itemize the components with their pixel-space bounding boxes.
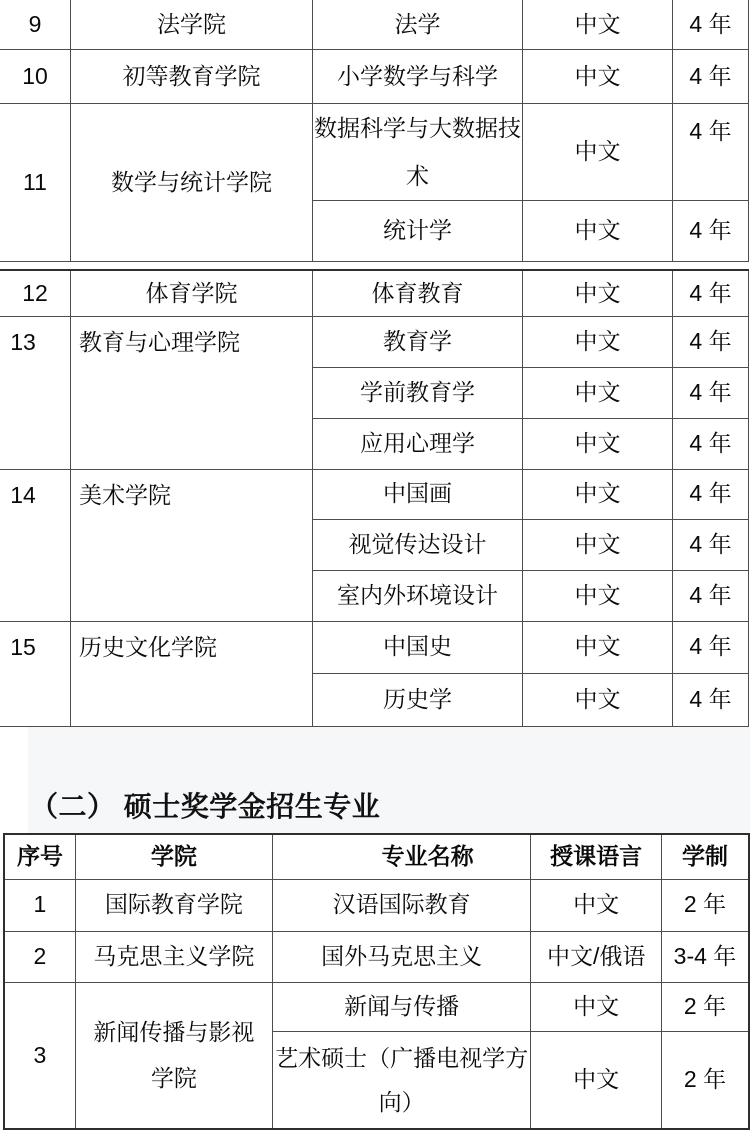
duration-cell: 4 年	[673, 201, 749, 262]
language-cell: 中文	[523, 50, 673, 104]
major-cell: 教育学	[313, 316, 523, 367]
language-cell: 中文	[523, 0, 673, 50]
master-majors-table	[3, 833, 750, 1130]
bachelor-majors-table-lower	[0, 269, 749, 727]
duration-cell: 4 年	[673, 621, 749, 673]
college-cell: 国际教育学院	[75, 879, 272, 931]
table-row	[4, 982, 749, 1031]
major-cell: 新闻与传播	[272, 982, 530, 1031]
duration-cell: 3-4 年	[661, 931, 749, 982]
row-number-cell: 3	[4, 982, 75, 1129]
major-cell: 小学数学与科学	[313, 50, 523, 104]
duration-cell: 4 年	[673, 418, 749, 469]
major-cell: 数据科学与大数据技术	[313, 104, 523, 201]
language-cell: 中文	[523, 367, 673, 418]
major-cell: 汉语国际教育	[272, 879, 530, 931]
table-row	[0, 0, 749, 50]
major-cell: 室内外环境设计	[313, 570, 523, 621]
major-cell: 视觉传达设计	[313, 519, 523, 570]
duration-cell: 4 年	[673, 673, 749, 726]
table-row	[4, 931, 749, 982]
major-cell: 统计学	[313, 201, 523, 262]
row-number-cell: 11	[0, 104, 71, 262]
college-cell: 美术学院	[71, 469, 313, 621]
language-cell: 中文	[523, 316, 673, 367]
college-cell: 新闻传播与影视学院	[75, 982, 272, 1129]
language-cell: 中文	[523, 519, 673, 570]
duration-cell: 2 年	[661, 879, 749, 931]
table-row	[0, 50, 749, 104]
duration-cell: 4 年	[673, 50, 749, 104]
row-number-cell: 2	[4, 931, 75, 982]
row-number-cell: 15	[0, 621, 71, 726]
college-cell: 体育学院	[71, 270, 313, 316]
language-cell: 中文	[531, 1031, 662, 1129]
row-number-cell: 10	[0, 50, 71, 104]
language-cell: 中文	[531, 879, 662, 931]
duration-cell: 4 年	[673, 367, 749, 418]
header-no: 序号	[4, 834, 75, 879]
college-cell: 教育与心理学院	[71, 316, 313, 469]
college-cell: 法学院	[71, 0, 313, 50]
row-number-cell: 1	[4, 879, 75, 931]
section-heading: （二） 硕士奖学金招生专业	[30, 791, 381, 822]
major-cell: 中国史	[313, 621, 523, 673]
duration-cell: 4 年	[673, 469, 749, 519]
language-cell: 中文	[523, 621, 673, 673]
major-cell: 历史学	[313, 673, 523, 726]
header-major: 专业名称	[272, 834, 530, 879]
table-row	[0, 469, 749, 519]
major-cell: 体育教育	[313, 270, 523, 316]
major-cell: 中国画	[313, 469, 523, 519]
duration-cell: 4 年	[673, 270, 749, 316]
language-cell: 中文	[531, 982, 662, 1031]
college-cell: 历史文化学院	[71, 621, 313, 726]
table-row	[0, 621, 749, 673]
header-language: 授课语言	[531, 834, 662, 879]
major-cell: 艺术硕士（广播电视学方向）	[272, 1031, 530, 1129]
major-cell: 法学	[313, 0, 523, 50]
college-cell: 马克思主义学院	[75, 931, 272, 982]
language-cell: 中文	[523, 201, 673, 262]
duration-cell: 4 年	[673, 104, 749, 201]
duration-cell: 4 年	[673, 0, 749, 50]
language-cell: 中文	[523, 270, 673, 316]
row-number-cell: 12	[0, 270, 71, 316]
row-number-cell: 13	[0, 316, 71, 469]
language-cell: 中文/俄语	[531, 931, 662, 982]
duration-cell: 4 年	[673, 570, 749, 621]
major-cell: 国外马克思主义	[272, 931, 530, 982]
major-cell: 应用心理学	[313, 418, 523, 469]
language-cell: 中文	[523, 104, 673, 201]
language-cell: 中文	[523, 418, 673, 469]
table-row	[0, 270, 749, 316]
duration-cell: 2 年	[661, 982, 749, 1031]
language-cell: 中文	[523, 570, 673, 621]
row-number-cell: 9	[0, 0, 71, 50]
language-cell: 中文	[523, 673, 673, 726]
college-cell: 初等教育学院	[71, 50, 313, 104]
table-row	[4, 879, 749, 931]
header-college: 学院	[75, 834, 272, 879]
college-cell: 数学与统计学院	[71, 104, 313, 262]
language-cell: 中文	[523, 469, 673, 519]
header-duration: 学制	[661, 834, 749, 879]
duration-cell: 2 年	[661, 1031, 749, 1129]
duration-cell: 4 年	[673, 316, 749, 367]
duration-cell: 4 年	[673, 519, 749, 570]
table-row	[0, 316, 749, 367]
bachelor-majors-table-upper	[0, 0, 749, 262]
table-header-row	[4, 834, 749, 879]
major-cell: 学前教育学	[313, 367, 523, 418]
row-number-cell: 14	[0, 469, 71, 621]
table-row	[0, 104, 749, 201]
